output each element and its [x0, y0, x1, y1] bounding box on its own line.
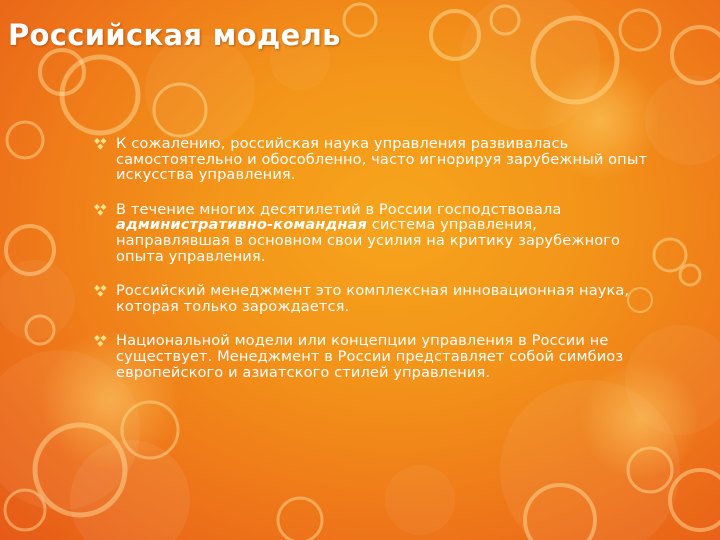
list-item	[92, 333, 652, 380]
diamond-bullet-icon	[94, 285, 107, 297]
diamond-bullet-icon	[94, 335, 107, 347]
emphasis-text: административно-командная	[116, 216, 367, 234]
slide-title: Российская модель	[8, 18, 341, 52]
bullet-list	[92, 136, 652, 399]
list-item	[92, 283, 652, 314]
diamond-bullet-icon	[94, 204, 107, 216]
list-item-text-end: система управления, направлявшая в основном свои усилия на критику зарубежного опыта управления.	[116, 216, 621, 265]
list-item	[92, 202, 652, 264]
list-item-text: Национальной модели или концепции управления в России не существует. Менеджмент в России представляет собой симбиоз европейского и азиатского стилей управления.	[116, 332, 624, 381]
list-item-text: Российский менеджмент это комплексная инновационная наука, которая только зарождается.	[116, 282, 630, 315]
diamond-bullet-icon	[94, 138, 107, 150]
list-item-text-start: В течение многих десятилетий в России господствовала	[116, 200, 562, 218]
list-item	[92, 136, 652, 183]
list-item-text: К сожалению, российская наука управления развивалась самостоятельно и обособленно, часто игнорируя зарубежный опыт искусства управления.	[116, 135, 648, 184]
